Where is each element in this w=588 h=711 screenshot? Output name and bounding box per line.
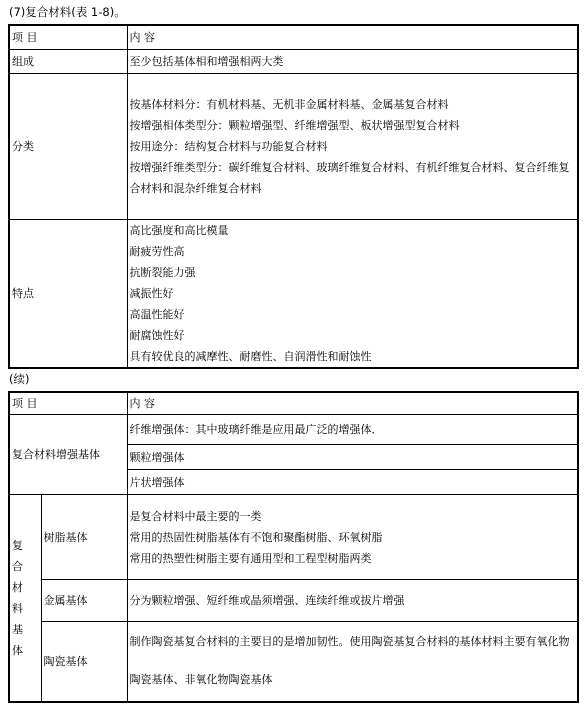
reinforcement-item: 片状增强体 <box>127 470 578 495</box>
header-content: 内 容 <box>127 25 578 49</box>
header-item: 项 目 <box>9 25 127 49</box>
row-content-composition <box>127 49 578 73</box>
table-row <box>9 49 578 73</box>
row-content-classification <box>127 73 578 219</box>
content-line: 按增强纤维类型分：碳纤维复合材料、玻璃纤维复合材料、有机纤维复合材料、复合纤维复合材料和混杂纤维复合材料 <box>129 160 570 195</box>
table-row <box>9 580 578 622</box>
table-row <box>9 415 578 445</box>
row-label-matrix <box>9 495 41 702</box>
reinforcement-item: 颗粒增强体 <box>127 445 578 470</box>
composite-table-part2 <box>8 391 579 703</box>
content-line: 制作陶瓷基复合材料的主要目的是增加韧性。使用陶瓷基复合材料的基体材料主要有氧化物陶瓷基体、非氧化物陶瓷基体 <box>129 635 570 687</box>
row-content-metal-matrix <box>127 580 578 622</box>
matrix-label-char: 基 <box>12 622 23 636</box>
content-line: 按增强相体类型分：颗粒增强型、纤维增强型、板状增强型复合材料 <box>129 118 460 132</box>
content-line: 按基体材料分：有机材料基、无机非金属材料基、金属基复合材料 <box>129 97 449 111</box>
content-line: 至少包括基体相和增强相两大类 <box>129 54 284 68</box>
reinforcement-item: 纤维增强体：其中玻璃纤维是应用最广泛的增强体． <box>127 415 578 445</box>
table-header-row <box>9 25 578 49</box>
continued-caption: (续) <box>9 372 30 386</box>
matrix-label-char: 料 <box>12 601 23 615</box>
content-line: 分为颗粒增强、短纤维或晶须增强、连续纤维或拔片增强 <box>129 594 405 607</box>
row-content-ceramic-matrix <box>127 622 578 702</box>
content-line: 高温性能好 <box>129 307 185 321</box>
header-item: 项 目 <box>9 392 127 415</box>
matrix-label-char: 材 <box>12 580 23 594</box>
content-line: 耐疲劳性高 <box>129 244 185 258</box>
content-line: 减振性好 <box>129 286 174 300</box>
table-row <box>9 495 578 580</box>
row-label-reinforcement: 复合材料增强基体 <box>9 415 127 495</box>
row-content-resin-matrix <box>127 495 578 580</box>
row-label-metal-matrix: 金属基体 <box>41 580 127 622</box>
matrix-label-char: 合 <box>12 559 23 573</box>
table-row <box>9 73 578 219</box>
content-line: 按用途分：结构复合材料与功能复合材料 <box>129 139 328 153</box>
content-line: 常用的热塑性树脂主要有通用型和工程型树脂两类 <box>129 551 372 565</box>
row-content-features <box>127 219 578 368</box>
content-line: 耐腐蚀性好 <box>129 328 185 342</box>
row-label-resin-matrix: 树脂基体 <box>41 495 127 580</box>
table-caption: (7)复合材料(表 1-8)。 <box>9 5 126 19</box>
composite-table-part1 <box>8 24 579 369</box>
row-label-classification: 分类 <box>9 73 127 219</box>
content-line: 常用的热固性树脂基体有不饱和聚酯树脂、环氧树脂 <box>129 530 383 544</box>
matrix-label-char: 复 <box>12 538 23 552</box>
content-line: 抗断裂能力强 <box>129 265 196 279</box>
content-line: 是复合材料中最主要的一类 <box>129 509 262 523</box>
row-label-ceramic-matrix: 陶瓷基体 <box>41 622 127 702</box>
row-label-features: 特点 <box>9 219 127 368</box>
row-label-composition: 组成 <box>9 49 127 73</box>
header-content: 内 容 <box>127 392 578 415</box>
content-line: 高比强度和高比模量 <box>129 223 229 237</box>
content-line: 具有较优良的减摩性、耐磨性、自润滑性和耐蚀性 <box>129 349 372 363</box>
matrix-label-char: 体 <box>12 643 23 657</box>
table-header-row <box>9 392 578 415</box>
table-row <box>9 622 578 702</box>
table-row <box>9 219 578 368</box>
